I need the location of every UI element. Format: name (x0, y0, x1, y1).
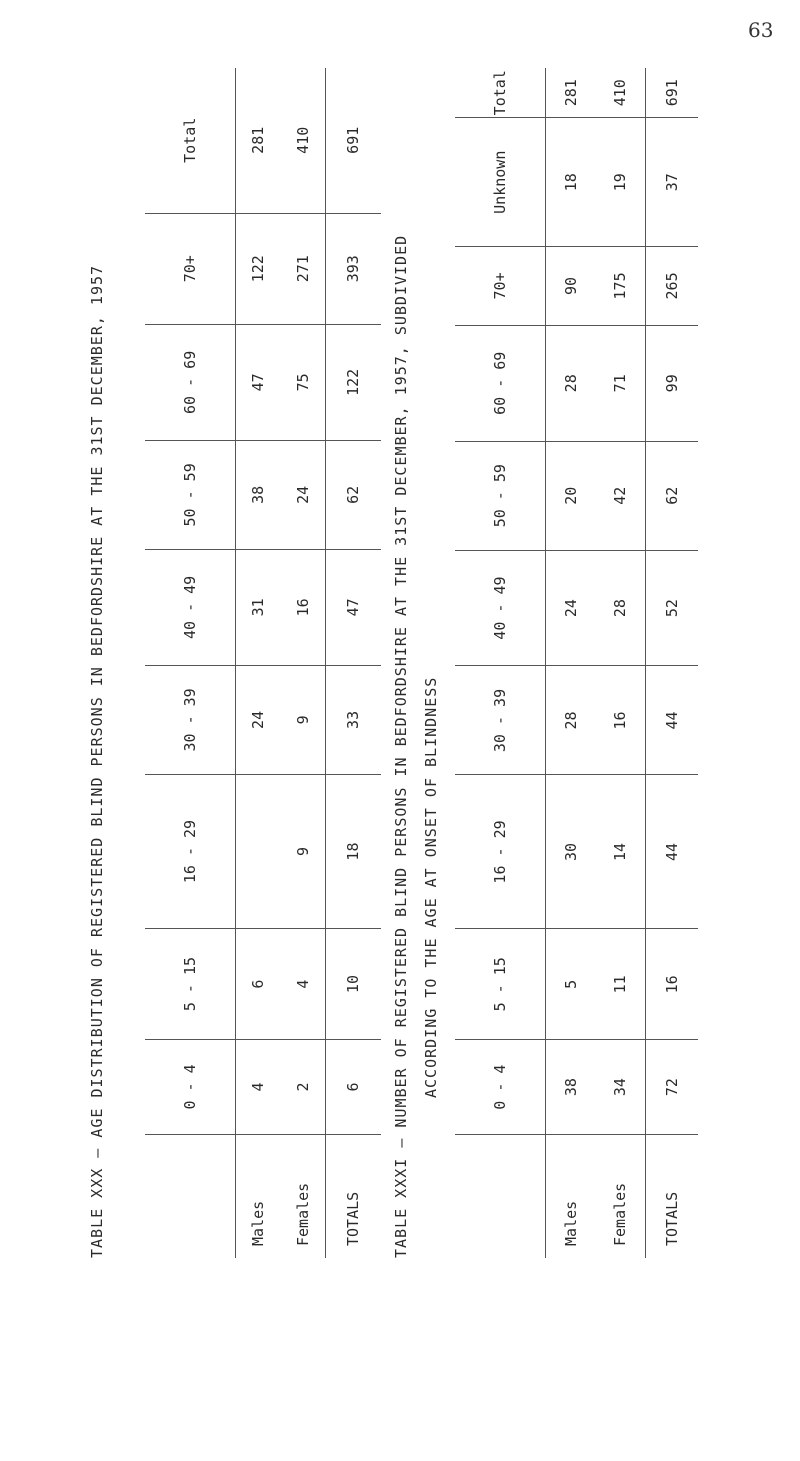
table-cell: 24 (236, 665, 281, 774)
table-cell: 72 (646, 1040, 698, 1135)
col-header-5-15: 5 - 15 (145, 929, 236, 1040)
col-header-70plus: 70+ (455, 247, 546, 326)
table-cell: 30 (546, 775, 596, 929)
table-xxx-title-block (88, 68, 106, 1258)
table-cell: 31 (236, 549, 281, 665)
table-xxxi-title-block (392, 68, 440, 1258)
col-header-0-4: 0 - 4 (455, 1040, 546, 1135)
table-cell: 71 (596, 325, 646, 441)
table-cell: 19 (596, 118, 646, 247)
table-xxx-title: TABLE XXX — AGE DISTRIBUTION OF REGISTERED BLIND PERSONS IN BEDFORDSHIRE AT THE 31ST DECEMBER, 1957 (88, 264, 106, 1258)
row-label: Females (281, 1134, 326, 1258)
table-cell: 122 (326, 324, 381, 440)
table-cell: 18 (546, 118, 596, 247)
table-cell: 271 (281, 213, 326, 324)
table-row (596, 68, 646, 1258)
table-cell: 2 (281, 1039, 326, 1134)
table-cell: 28 (546, 325, 596, 441)
table-cell: 410 (293, 126, 312, 154)
col-header-40-49: 40 - 49 (145, 549, 236, 665)
table-cell: 9 (281, 774, 326, 928)
col-header-70plus: 70+ (145, 213, 236, 324)
col-header-16-29: 16 - 29 (455, 775, 546, 929)
table-cell: 24 (281, 440, 326, 549)
col-header-16-29: 16 - 29 (145, 774, 236, 928)
table-cell: 9 (281, 665, 326, 774)
row-label: Males (236, 1134, 281, 1258)
table-cell: 265 (646, 247, 698, 326)
table-cell: 393 (326, 213, 381, 324)
table-cell: 4 (236, 1039, 281, 1134)
table-cell: 24 (546, 550, 596, 666)
table-row-totals (326, 68, 381, 1258)
col-header-50-59: 50 - 59 (145, 440, 236, 549)
table-cell (236, 774, 281, 928)
table-row (236, 68, 281, 1258)
col-header-total: Total (145, 68, 236, 213)
table-cell: 410 (611, 79, 630, 107)
row-label: TOTALS (646, 1135, 698, 1258)
table-cell: 691 (326, 68, 381, 213)
table-cell: 281 (249, 126, 268, 154)
table-cell: 16 (281, 549, 326, 665)
table-cell: 14 (596, 775, 646, 929)
table-cell: 62 (326, 440, 381, 549)
table-cell: 42 (596, 441, 646, 550)
table-cell: 16 (596, 666, 646, 775)
page-number: 63 (748, 18, 774, 42)
col-header-40-49: 40 - 49 (455, 550, 546, 666)
table-cell: 28 (546, 666, 596, 775)
table-xxxi-grid (455, 68, 698, 1258)
row-label: Females (596, 1135, 646, 1258)
table-cell: 175 (596, 247, 646, 326)
table-cell: 28 (596, 550, 646, 666)
header-corner (145, 1134, 236, 1258)
table-cell: 6 (236, 929, 281, 1040)
col-header-30-39: 30 - 39 (455, 666, 546, 775)
table-cell: 99 (646, 325, 698, 441)
table-row (281, 68, 326, 1258)
table-xxxi-subtitle: ACCORDING TO THE AGE AT ONSET OF BLINDNESS (422, 676, 440, 1098)
header-row (455, 68, 546, 1258)
table-cell: 16 (646, 929, 698, 1040)
table-cell: 6 (326, 1039, 381, 1134)
header-corner (455, 1135, 546, 1258)
table-cell: 691 (646, 68, 698, 118)
table-xxxi (455, 68, 698, 1258)
table-cell: 34 (596, 1040, 646, 1135)
col-header-total: Total (455, 68, 546, 118)
col-header-unknown: Unknown (455, 118, 546, 247)
table-cell: 4 (281, 929, 326, 1040)
col-header-50-59: 50 - 59 (455, 441, 546, 550)
table-xxxi-title: TABLE XXXI — NUMBER OF REGISTERED BLIND PERSONS IN BEDFORDSHIRE AT THE 31ST DECEMBER, 1957, SUBDIVIDED (392, 234, 410, 1258)
col-header-60-69: 60 - 69 (145, 324, 236, 440)
table-cell: 90 (546, 247, 596, 326)
row-label: TOTALS (326, 1134, 381, 1258)
table-cell: 44 (646, 775, 698, 929)
header-row (145, 68, 236, 1258)
table-cell: 11 (596, 929, 646, 1040)
table-cell: 281 (561, 79, 580, 107)
col-header-60-69: 60 - 69 (455, 325, 546, 441)
table-cell: 38 (236, 440, 281, 549)
table-cell: 18 (326, 774, 381, 928)
table-cell: 47 (326, 549, 381, 665)
table-cell: 62 (646, 441, 698, 550)
table-xxx-grid (145, 68, 381, 1258)
table-cell: 122 (236, 213, 281, 324)
table-cell: 33 (326, 665, 381, 774)
table-row-totals (646, 68, 698, 1258)
row-label: Males (546, 1135, 596, 1258)
table-cell: 10 (326, 929, 381, 1040)
col-header-5-15: 5 - 15 (455, 929, 546, 1040)
table-cell: 52 (646, 550, 698, 666)
table-row (546, 68, 596, 1258)
table-cell: 37 (646, 118, 698, 247)
table-cell: 5 (546, 929, 596, 1040)
table-cell: 44 (646, 666, 698, 775)
table-xxx (145, 68, 381, 1258)
table-cell: 20 (546, 441, 596, 550)
table-cell: 38 (546, 1040, 596, 1135)
table-cell: 75 (281, 324, 326, 440)
col-header-30-39: 30 - 39 (145, 665, 236, 774)
col-header-0-4: 0 - 4 (145, 1039, 236, 1134)
table-cell: 47 (236, 324, 281, 440)
